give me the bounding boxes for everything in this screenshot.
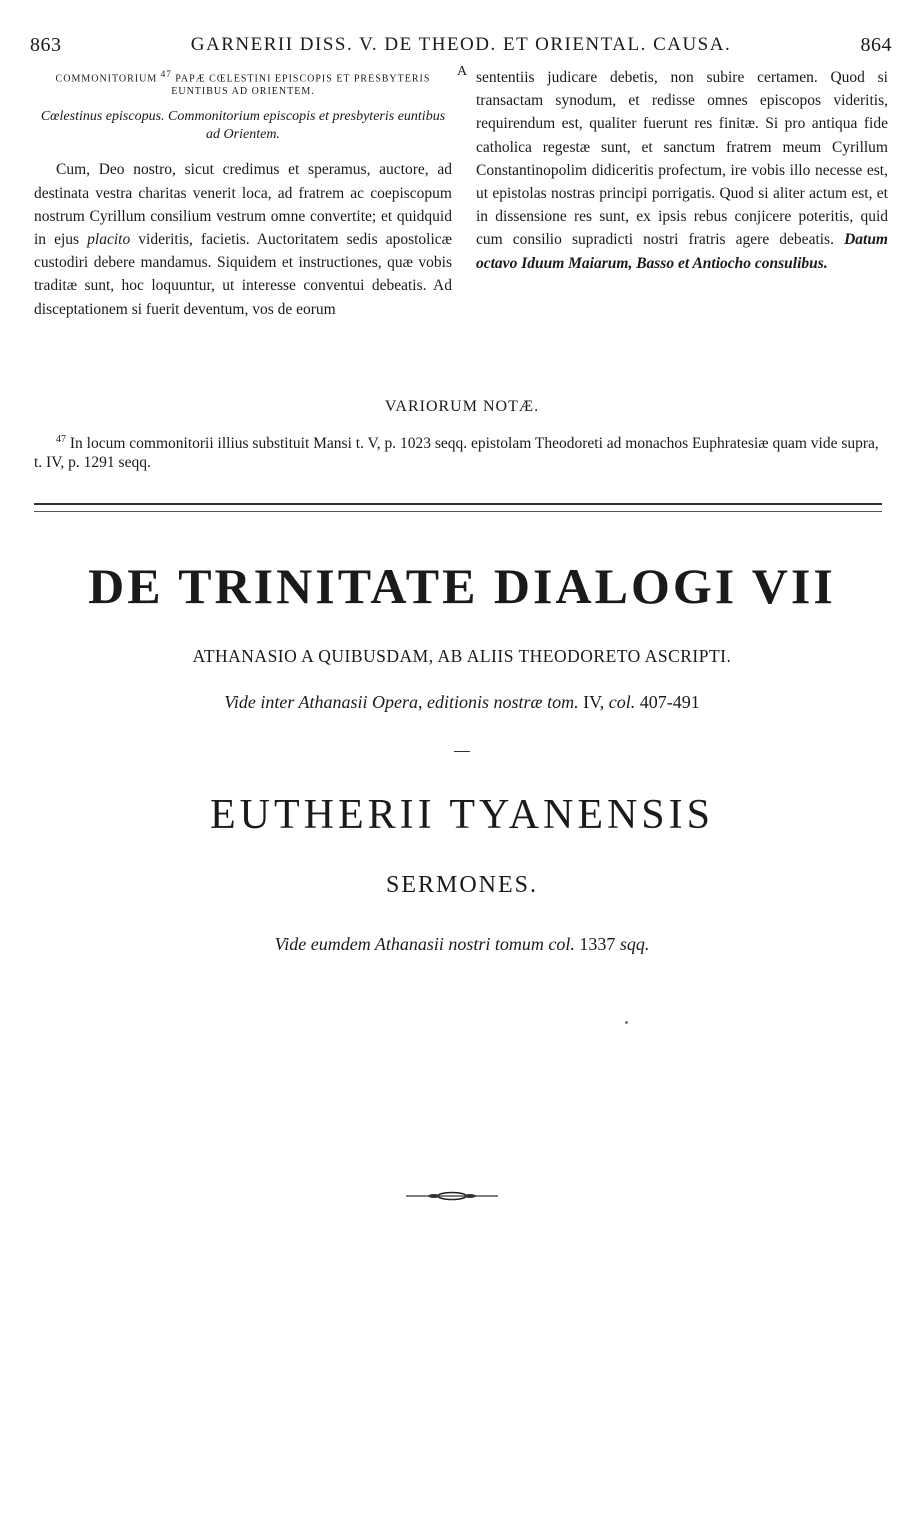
- second-subtitle: SERMONES.: [385, 872, 539, 898]
- reference-col: col.: [608, 692, 636, 712]
- short-dash: [454, 751, 470, 752]
- section-reference: [0, 692, 924, 713]
- paragraph-text: sententiis judicare debetis, non subire certamen. Quod si transactam synodum, et redisse omnes episcopos videritis, requirendum est, qualiter fuerunt res finitæ. Si pro antiqua fide catholica regestæ sunt, et sanctum fratrem meum Cyrillum Constantinopolim didiceritis profectum, ire vobis illo necesse est, ut epistolas nostras principi porrigatis. Quod si aliter actum est, et in dissensione res sunt, ex ipsis rebus conjicere poteritis, quid cum consilio supradicti nostri fratris agere debeatis.: [476, 69, 888, 249]
- left-paragraph: [34, 158, 452, 320]
- tailpiece-ornament-icon: [406, 1187, 498, 1205]
- running-head: [30, 34, 892, 60]
- commonitorium-subtitle: Cœlestinus episcopus. Commonitorium episcopis et presbyteris euntibus ad Orientem.: [40, 109, 446, 143]
- second-reference: [0, 934, 924, 955]
- dating-line: Datum octavo Iduum Maiarum, Basso et Antiocho consulibus.: [476, 231, 888, 272]
- page-number-right: 864: [860, 34, 892, 56]
- notes-heading: VARIORUM NOTÆ.: [384, 398, 540, 415]
- paragraph-text: Cum, Deo nostro, sicut credimus et speramus, auctore, ad destinata vestra charitas venerit loca, ad fratrem ac coepiscopum nostrum Cyrillum consilium vestrum omne convertite; et quidquid in ejus: [34, 161, 452, 248]
- reference-volume: IV,: [578, 692, 609, 712]
- reference-text: Vide inter Athanasii Opera, editionis nostræ tom.: [224, 692, 579, 712]
- running-title: GARNERII DISS. V. DE THEOD. ET ORIENTAL. CAUSA.: [190, 34, 732, 55]
- right-paragraph: [476, 66, 888, 275]
- left-column: [34, 66, 452, 321]
- paragraph-text-continued: videritis, facietis. Auctoritatem sedis apostolicæ custodiri debere mandamus. Siquidem et instructiones, quæ vobis traditæ sunt, hoc loquuntur, ut interesse conventui debeatis. Ad disceptationem si fuerit deventum, vos de eorum: [34, 230, 452, 318]
- heading-word: COMMONITORIUM: [55, 73, 158, 85]
- reference-end: sqq.: [619, 934, 650, 954]
- heading-rest: PAPÆ CŒLESTINI EPISCOPIS ET PRESBYTERIS EUNTIBUS AD ORIENTEM.: [171, 73, 431, 98]
- ink-speck: [625, 1021, 628, 1024]
- reference-number: 1337: [574, 934, 620, 954]
- margin-letter: A: [457, 64, 468, 79]
- reference-text: Vide eumdem Athanasii nostri tomum col.: [274, 934, 575, 954]
- section-subtitle: ATHANASIO A QUIBUSDAM, AB ALIIS THEODORETO ASCRIPTI.: [192, 646, 732, 666]
- note-mark: 47: [160, 69, 172, 79]
- section-rule: [34, 503, 882, 512]
- italic-word: placito: [87, 230, 131, 248]
- second-title: EUTHERII TYANENSIS: [209, 792, 715, 838]
- page-number-left: 863: [30, 34, 62, 56]
- note-mark: 47: [56, 434, 66, 445]
- reference-pages: 407-491: [635, 692, 700, 712]
- section-title: DE TRINITATE DIALOGI VII: [88, 558, 836, 614]
- right-column: [476, 66, 888, 275]
- commonitorium-heading: [34, 68, 452, 98]
- footnote: [34, 430, 890, 472]
- footnote-text: In locum commonitorii illius substituit Mansi t. V, p. 1023 seqq. epistolam Theodoreti ad monachos Euphratesiæ quam vide supra, t. IV, p. 1291 seqq.: [34, 435, 879, 472]
